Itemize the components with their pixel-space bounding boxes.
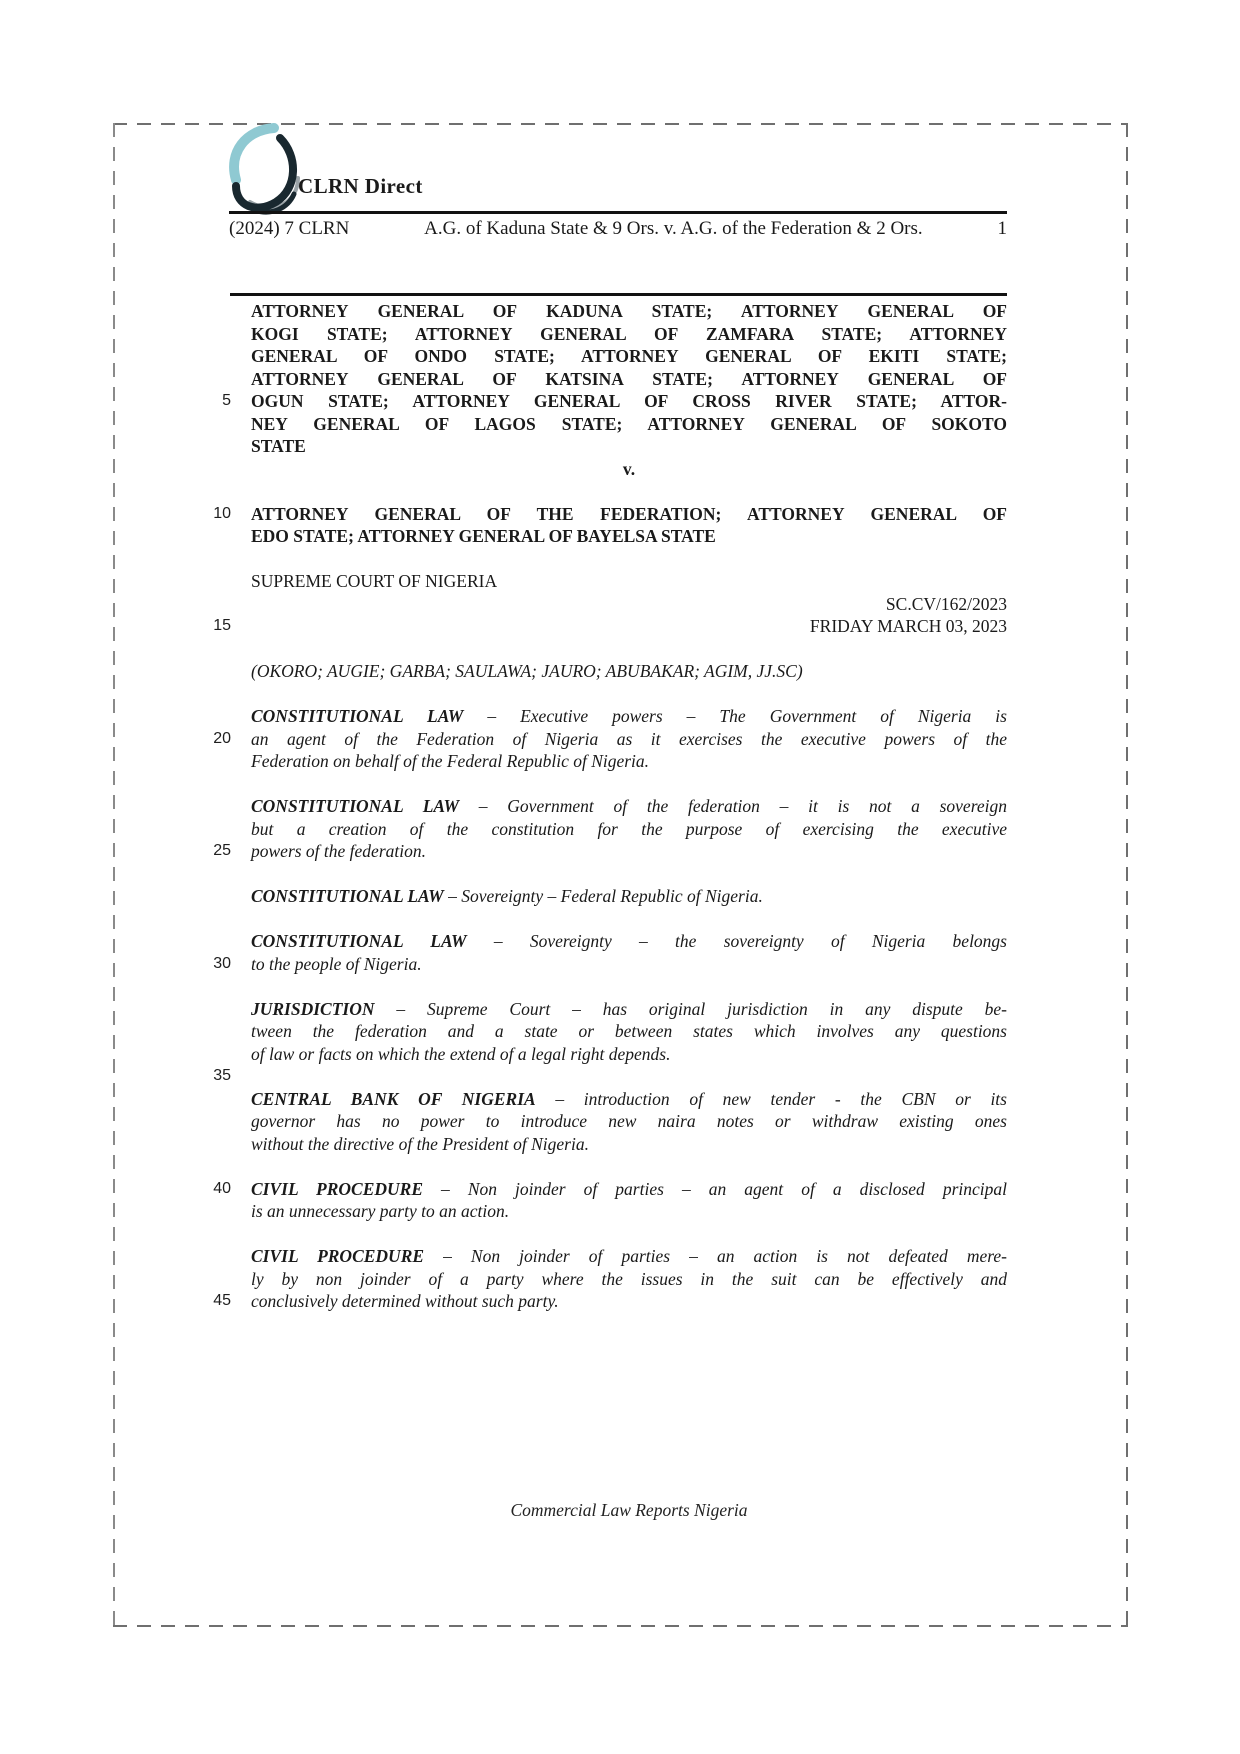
catchword-heading: CIVIL PROCEDURE [251,1178,424,1199]
text-line [205,885,1007,908]
line-text: ATTORNEY GENERAL OF KADUNA STATE; ATTORNEY GENERAL OF [251,301,1007,321]
line-number [205,660,231,683]
text-line [205,570,1007,593]
line-text: CONSTITUTIONAL LAW – Sovereignty – Federal Republic of Nigeria. [251,886,763,906]
text-line [205,863,1007,886]
line-text: tween the federation and a state or between states which involves any questions [251,1021,1007,1041]
text-line [205,998,1007,1021]
line-text: CIVIL PROCEDURE – Non joinder of parties – an agent of a disclosed principal [251,1178,1007,1199]
line-text: of law or facts on which the extend of a legal right depends. [251,1043,671,1064]
line-number [205,1020,231,1043]
line-number [205,863,231,886]
text-line [205,795,1007,818]
line-number [205,1043,231,1066]
line-text: governor has no power to introduce new naira notes or withdraw existing ones [251,1111,1007,1131]
text-line [205,1245,1007,1268]
line-number [205,885,231,908]
line-text: without the directive of the President of Nigeria. [251,1133,589,1154]
line-text [251,975,1007,998]
text-line [205,638,1007,661]
line-number [205,345,231,368]
text-line [205,1200,1007,1223]
line-text [251,683,1007,706]
line-text: KOGI STATE; ATTORNEY GENERAL OF ZAMFARA STATE; ATTORNEY [251,323,1007,344]
line-number [205,1245,231,1268]
line-number [205,795,231,818]
text-line [205,368,1007,391]
line-text [251,773,1007,796]
catchword-heading: CONSTITUTIONAL LAW [251,931,467,951]
text-line [205,1178,1007,1201]
text-line [205,480,1007,503]
line-number [205,1088,231,1111]
line-text: FRIDAY MARCH 03, 2023 [809,616,1007,636]
dashed-border-left [113,123,115,1627]
line-number [205,683,231,706]
line-text: Federation on behalf of the Federal Republic of Nigeria. [251,751,650,771]
text-line [205,683,1007,706]
line-text: ATTORNEY GENERAL OF KATSINA STATE; ATTORNEY GENERAL OF [251,368,1007,389]
line-number [205,1110,231,1133]
report-citation: (2024) 7 CLRN [229,218,350,239]
line-number [205,1200,231,1223]
text-lines [205,300,1007,1313]
line-text [251,480,1007,503]
line-text: conclusively determined without such party. [251,1291,559,1311]
case-title: A.G. of Kaduna State & 9 Ors. v. A.G. of the Federation & 2 Ors. [424,218,923,239]
line-number [205,548,231,571]
brand-title: CLRN Direct [298,174,423,198]
line-number [205,750,231,773]
line-text: but a creation of the constitution for the purpose of exercising the executive [251,818,1007,839]
line-text: is an unnecessary party to an action. [251,1201,510,1221]
text-line [205,1065,1007,1088]
line-number: 5 [222,392,231,409]
line-number [205,435,231,458]
line-number [205,323,231,346]
line-text: OGUN STATE; ATTORNEY GENERAL OF CROSS RIVER STATE; ATTOR- [251,391,1007,411]
line-text: CENTRAL BANK OF NIGERIA – introduction of new tender - the CBN or its [251,1088,1007,1109]
text-line [205,323,1007,346]
line-text: ATTORNEY GENERAL OF THE FEDERATION; ATTORNEY GENERAL OF [251,503,1007,524]
text-line [205,750,1007,773]
publisher-imprint: Commercial Law Reports Nigeria [510,1500,748,1520]
line-number [205,975,231,998]
catchword-heading: JURISDICTION [251,998,375,1019]
text-line [205,1290,1007,1313]
line-text: CONSTITUTIONAL LAW – Executive powers – The Government of Nigeria is [251,706,1007,726]
line-number [205,1133,231,1156]
line-text: NEY GENERAL OF LAGOS STATE; ATTORNEY GENERAL OF SOKOTO [251,413,1007,434]
line-text: CONSTITUTIONAL LAW – Sovereignty – the sovereignty of Nigeria belongs [251,931,1007,951]
text-line [205,435,1007,458]
line-number [205,368,231,391]
body-separator-rule [230,293,1007,296]
page-number: 1 [997,218,1007,239]
line-number [205,773,231,796]
line-text: JURISDICTION – Supreme Court – has original jurisdiction in any dispute be- [251,998,1007,1019]
text-line [205,975,1007,998]
line-number [205,458,231,481]
line-number [205,570,231,593]
line-text: v. [622,458,636,479]
text-line [205,728,1007,751]
line-number: 15 [213,617,231,634]
text-line [205,930,1007,953]
text-line [205,953,1007,976]
text-line [205,1155,1007,1178]
line-number [205,300,231,323]
catchword-heading: CONSTITUTIONAL LAW [251,706,464,726]
line-number: 45 [213,1292,231,1309]
line-number [205,593,231,616]
text-line [205,908,1007,931]
text-line [205,458,1007,481]
catchword-heading: CONSTITUTIONAL LAW [251,886,444,906]
line-number: 30 [213,954,231,972]
line-number [205,480,231,503]
line-number [205,1268,231,1291]
line-text [251,863,1007,886]
line-text [251,908,1007,931]
line-text [251,548,1007,571]
line-number [205,818,231,841]
line-number: 40 [213,1179,231,1197]
text-line [205,525,1007,548]
text-line [205,300,1007,323]
clrn-logo-icon [214,122,314,222]
line-number [205,930,231,953]
line-number [205,908,231,931]
line-number: 25 [213,842,231,859]
line-text: STATE [251,436,306,456]
line-text: SUPREME COURT OF NIGERIA [251,571,498,591]
catchword-heading: CONSTITUTIONAL LAW [251,796,460,816]
text-line [205,548,1007,571]
dashed-border-bottom [113,1625,1128,1627]
text-line [205,1043,1007,1066]
text-line [205,413,1007,436]
line-number [205,705,231,728]
line-text: (OKORO; AUGIE; GARBA; SAULAWA; JAURO; ABUBAKAR; AGIM, JJ.SC) [251,661,803,681]
line-number [205,998,231,1021]
line-text: GENERAL OF ONDO STATE; ATTORNEY GENERAL OF EKITI STATE; [251,346,1007,366]
text-line [205,840,1007,863]
running-header [229,218,1007,240]
line-text: powers of the federation. [251,841,426,861]
line-text [251,1155,1007,1178]
line-text [251,638,1007,661]
line-number: 35 [213,1067,231,1084]
line-number [205,638,231,661]
text-line [205,593,1007,616]
text-line [205,1020,1007,1043]
line-text: to the people of Nigeria. [251,953,422,974]
line-text [251,1065,1007,1088]
line-number: 10 [213,504,231,522]
text-line [205,615,1007,638]
text-line [205,1088,1007,1111]
line-number: 20 [213,729,231,747]
text-line [205,1133,1007,1156]
text-line [205,345,1007,368]
text-line [205,1223,1007,1246]
line-text: CIVIL PROCEDURE – Non joinder of parties – an action is not defeated mere- [251,1246,1007,1266]
catchword-heading: CENTRAL BANK OF NIGERIA [251,1088,536,1109]
text-line [205,390,1007,413]
line-text: ly by non joinder of a party where the issues in the suit can be effectively and [251,1268,1007,1289]
text-line [205,1268,1007,1291]
line-text: EDO STATE; ATTORNEY GENERAL OF BAYELSA STATE [251,526,716,546]
text-line [205,503,1007,526]
line-number [205,525,231,548]
text-line [205,773,1007,796]
line-number [205,1155,231,1178]
text-line [205,818,1007,841]
line-number [205,1223,231,1246]
line-text: SC.CV/162/2023 [885,593,1007,614]
dashed-border-right [1126,123,1128,1627]
text-line [205,705,1007,728]
line-text: an agent of the Federation of Nigeria as it exercises the executive powers of the [251,728,1007,749]
line-text: CONSTITUTIONAL LAW – Government of the federation – it is not a sovereign [251,796,1007,816]
header-rule [229,211,1007,214]
text-line [205,1110,1007,1133]
catchword-heading: CIVIL PROCEDURE [251,1246,425,1266]
text-line [205,660,1007,683]
line-text [251,1223,1007,1246]
line-number [205,413,231,436]
